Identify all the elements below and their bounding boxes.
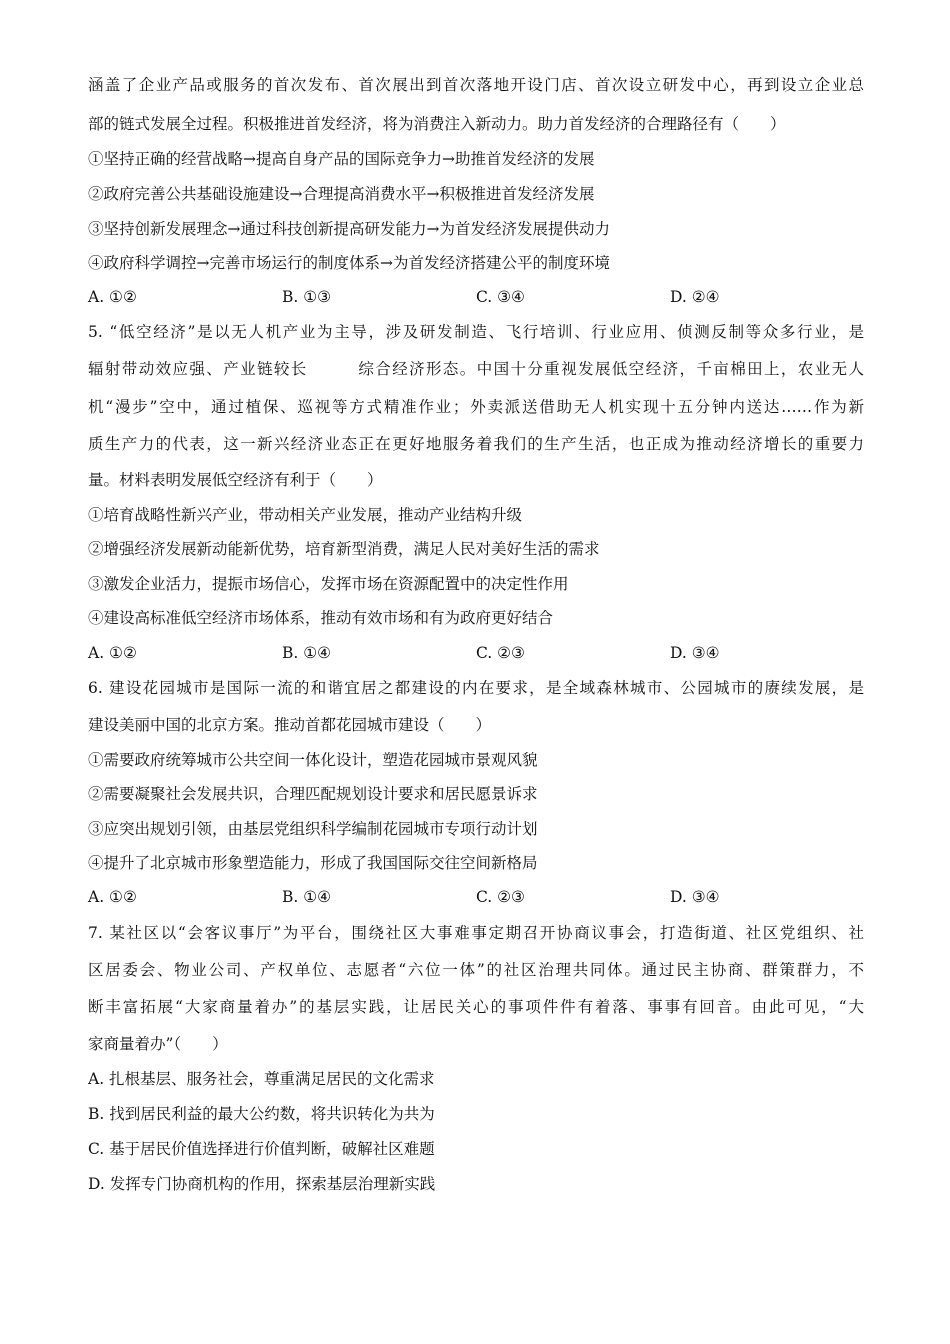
q5-option-c: C. ②③ bbox=[476, 644, 525, 662]
q7-choice-a: A. 扎根基层、服务社会，尊重满足居民的文化需求 bbox=[88, 1070, 435, 1088]
q6-option-c: C. ②③ bbox=[476, 888, 525, 906]
q6-statement-3: ③应突出规划引领，由基层党组织科学编制花园城市专项行动计划 bbox=[88, 820, 538, 838]
q5-stem-line-2: 辐射带动效应强、产业链较长 综合经济形态。中国十分重视发展低空经济，千亩棉田上，农业无人 bbox=[88, 360, 864, 378]
q6-option-d: D. ③④ bbox=[670, 888, 720, 906]
q7-choice-c: C. 基于居民价值选择进行价值判断，破解社区难题 bbox=[88, 1140, 435, 1158]
q5-option-b: B. ①④ bbox=[282, 644, 332, 662]
q6-statement-4: ④提升了北京城市形象塑造能力，形成了我国国际交往空间新格局 bbox=[88, 854, 538, 872]
q6-stem-line-2: 建设美丽中国的北京方案。推动首都花园城市建设（ ） bbox=[88, 716, 492, 734]
q5-option-a: A. ①② bbox=[88, 644, 137, 662]
q7-choice-d: D. 发挥专门协商机构的作用，探索基层治理新实践 bbox=[88, 1175, 436, 1193]
q5-options bbox=[88, 642, 864, 664]
q5-stem-line-5: 量。材料表明发展低空经济有利于（ ） bbox=[88, 471, 383, 489]
q4-statement-2: ②政府完善公共基础设施建设→合理提高消费水平→积极推进首发经济发展 bbox=[88, 185, 595, 203]
q5-statement-2: ②增强经济发展新动能新优势，培育新型消费，满足人民对美好生活的需求 bbox=[88, 540, 600, 558]
q6-option-a: A. ①② bbox=[88, 888, 137, 906]
q4-stem-line-2: 部的链式发展全过程。积极推进首发经济，将为消费注入新动力。助力首发经济的合理路径有（ ） bbox=[88, 115, 786, 133]
q4-option-d: D. ②④ bbox=[670, 288, 720, 306]
q7-stem-line-4: 家商量着办”（ ） bbox=[88, 1035, 228, 1053]
q7-choice-b: B. 找到居民利益的最大公约数，将共识转化为共为 bbox=[88, 1105, 435, 1123]
q5-statement-4: ④建设高标准低空经济市场体系，推动有效市场和有为政府更好结合 bbox=[88, 609, 554, 627]
q4-statement-3: ③坚持创新发展理念→通过科技创新提高研发能力→为首发经济发展提供动力 bbox=[88, 220, 610, 238]
q5-stem-line-4: 质生产力的代表，这一新兴经济业态正在更好地服务着我们的生产生活，也正成为推动经济增长的重要力 bbox=[88, 435, 864, 453]
q5-statement-1: ①培育战略性新兴产业，带动相关产业发展，推动产业结构升级 bbox=[88, 506, 523, 524]
q5-option-d: D. ③④ bbox=[670, 644, 720, 662]
q4-option-a: A. ①② bbox=[88, 288, 137, 306]
q6-options bbox=[88, 886, 864, 908]
q4-statement-4: ④政府科学调控→完善市场运行的制度体系→为首发经济搭建公平的制度环境 bbox=[88, 254, 610, 272]
q4-stem-line-1: 涵盖了企业产品或服务的首次发布、首次展出到首次落地开设门店、首次设立研发中心，再到设立企业总 bbox=[88, 76, 864, 94]
q5-statement-3: ③激发企业活力，提振市场信心，发挥市场在资源配置中的决定性作用 bbox=[88, 575, 569, 593]
q5-stem-line-3: 机“漫步”空中，通过植保、巡视等方式精准作业；外卖派送借助无人机实现十五分钟内送达……作为新 bbox=[88, 398, 864, 416]
q4-options bbox=[88, 286, 864, 308]
q6-option-b: B. ①④ bbox=[282, 888, 332, 906]
q4-option-b: B. ①③ bbox=[282, 288, 332, 306]
q7-stem-line-2: 区居委会、物业公司、产权单位、志愿者“六位一体”的社区治理共同体。通过民主协商、群策群力，不 bbox=[88, 961, 864, 979]
q6-statement-2: ②需要凝聚社会发展共识，合理匹配规划设计要求和居民愿景诉求 bbox=[88, 785, 538, 803]
q5-stem-line-1: 5. “低空经济”是以无人机产业为主导，涉及研发制造、飞行培训、行业应用、侦测反制等众多行业，是 bbox=[88, 323, 864, 341]
q6-stem-line-1: 6. 建设花园城市是国际一流的和谐宜居之都建设的内在要求，是全域森林城市、公园城市的赓续发展，是 bbox=[88, 679, 864, 697]
q7-stem-line-1: 7. 某社区以“会客议事厅”为平台，围绕社区大事难事定期召开协商议事会，打造街道、社区党组织、社 bbox=[88, 924, 864, 942]
q4-statement-1: ①坚持正确的经营战略→提高自身产品的国际竞争力→助推首发经济的发展 bbox=[88, 150, 595, 168]
q6-statement-1: ①需要政府统筹城市公共空间一体化设计，塑造花园城市景观风貌 bbox=[88, 751, 538, 769]
q4-option-c: C. ③④ bbox=[476, 288, 525, 306]
q7-stem-line-3: 断丰富拓展“大家商量着办”的基层实践，让居民关心的事项件件有着落、事事有回音。由此可见，“大 bbox=[88, 998, 864, 1016]
